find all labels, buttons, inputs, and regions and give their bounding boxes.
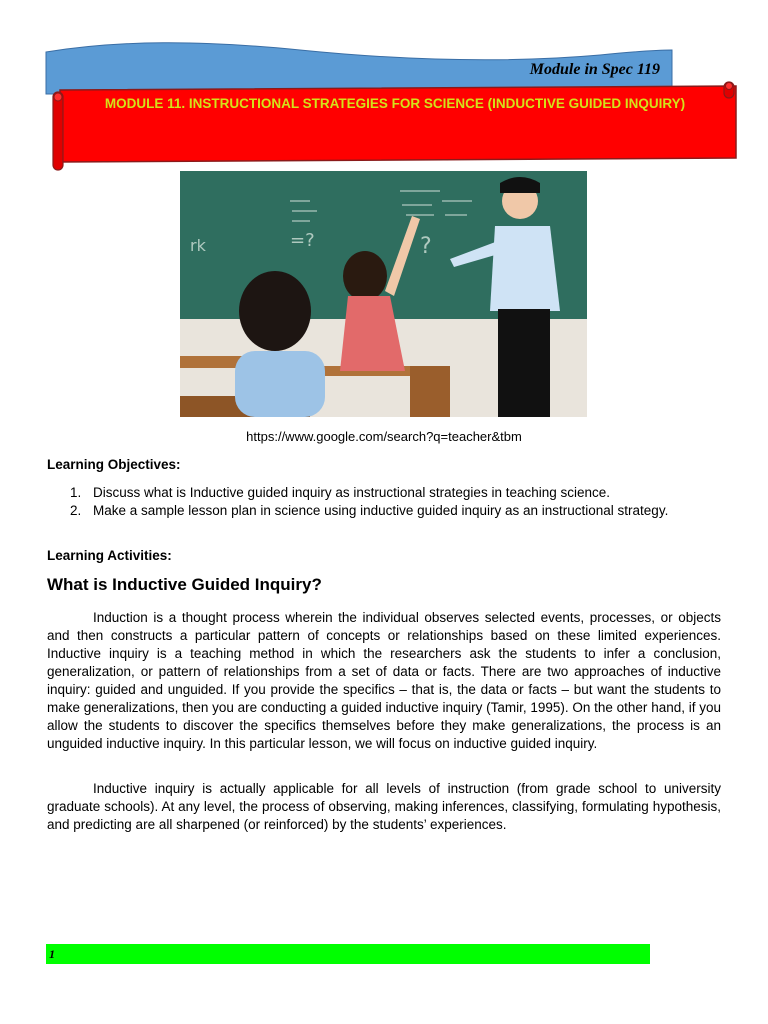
list-item	[47, 484, 727, 502]
page-number: 1	[49, 947, 55, 961]
objectives-list	[47, 484, 727, 520]
paragraph-induction: Induction is a thought process wherein the individual observes selected events, processes, or objects and then constructs a particular pattern of concepts or relationships based on these limited experiences. Inductive inquiry is a teaching method in which the researchers ask the students to infer a conclusion, generalization, or pattern of relationships from a set of data or facts. There are two approaches of inductive inquiry: guided and unguided. If you provide the specifics – that is, the data or facts – but want the students to make generalizations, then you are conducting a guided inductive inquiry (Tamir, 1995). On the other hand, if you allow the students to discover the specifics themselves before they make generalizations, the process is an unguided inductive inquiry. In this particular lesson, we will focus on inductive guided inquiry.	[47, 610, 721, 751]
photo-caption: https://www.google.com/search?q=teacher&tbm	[246, 429, 522, 444]
learning-objectives-heading: Learning Objectives:	[47, 457, 181, 472]
svg-text:rk: rk	[190, 236, 206, 255]
footer-bar	[46, 944, 650, 964]
list-item-text: Discuss what is Inductive guided inquiry as instructional strategies in teaching science.	[93, 485, 611, 500]
section-title: What is Inductive Guided Inquiry?	[47, 575, 322, 594]
svg-text:?: ?	[420, 234, 432, 259]
list-item-number: 1.	[70, 485, 82, 500]
learning-activities-heading: Learning Activities:	[47, 548, 172, 563]
classroom-photo	[180, 171, 587, 417]
title-scroll	[0, 75, 768, 175]
list-item-number: 2.	[70, 503, 82, 518]
module-tag: Module in Spec 119	[529, 61, 660, 78]
list-item-text: Make a sample lesson plan in science using inductive guided inquiry as an instructional strategy.	[93, 503, 669, 518]
module-title: MODULE 11. INSTRUCTIONAL STRATEGIES FOR SCIENCE (INDUCTIVE GUIDED INQUIRY)	[104, 96, 686, 111]
list-item	[47, 502, 727, 520]
paragraph-applicability: Inductive inquiry is actually applicable for all levels of instruction (from grade school to university graduate schools). At any level, the process of observing, making inferences, classifying, formulating hypothesis, and predicting are all sharpened (or reinforced) by the students’ experiences.	[47, 781, 721, 832]
svg-text:=?: =?	[290, 230, 315, 251]
